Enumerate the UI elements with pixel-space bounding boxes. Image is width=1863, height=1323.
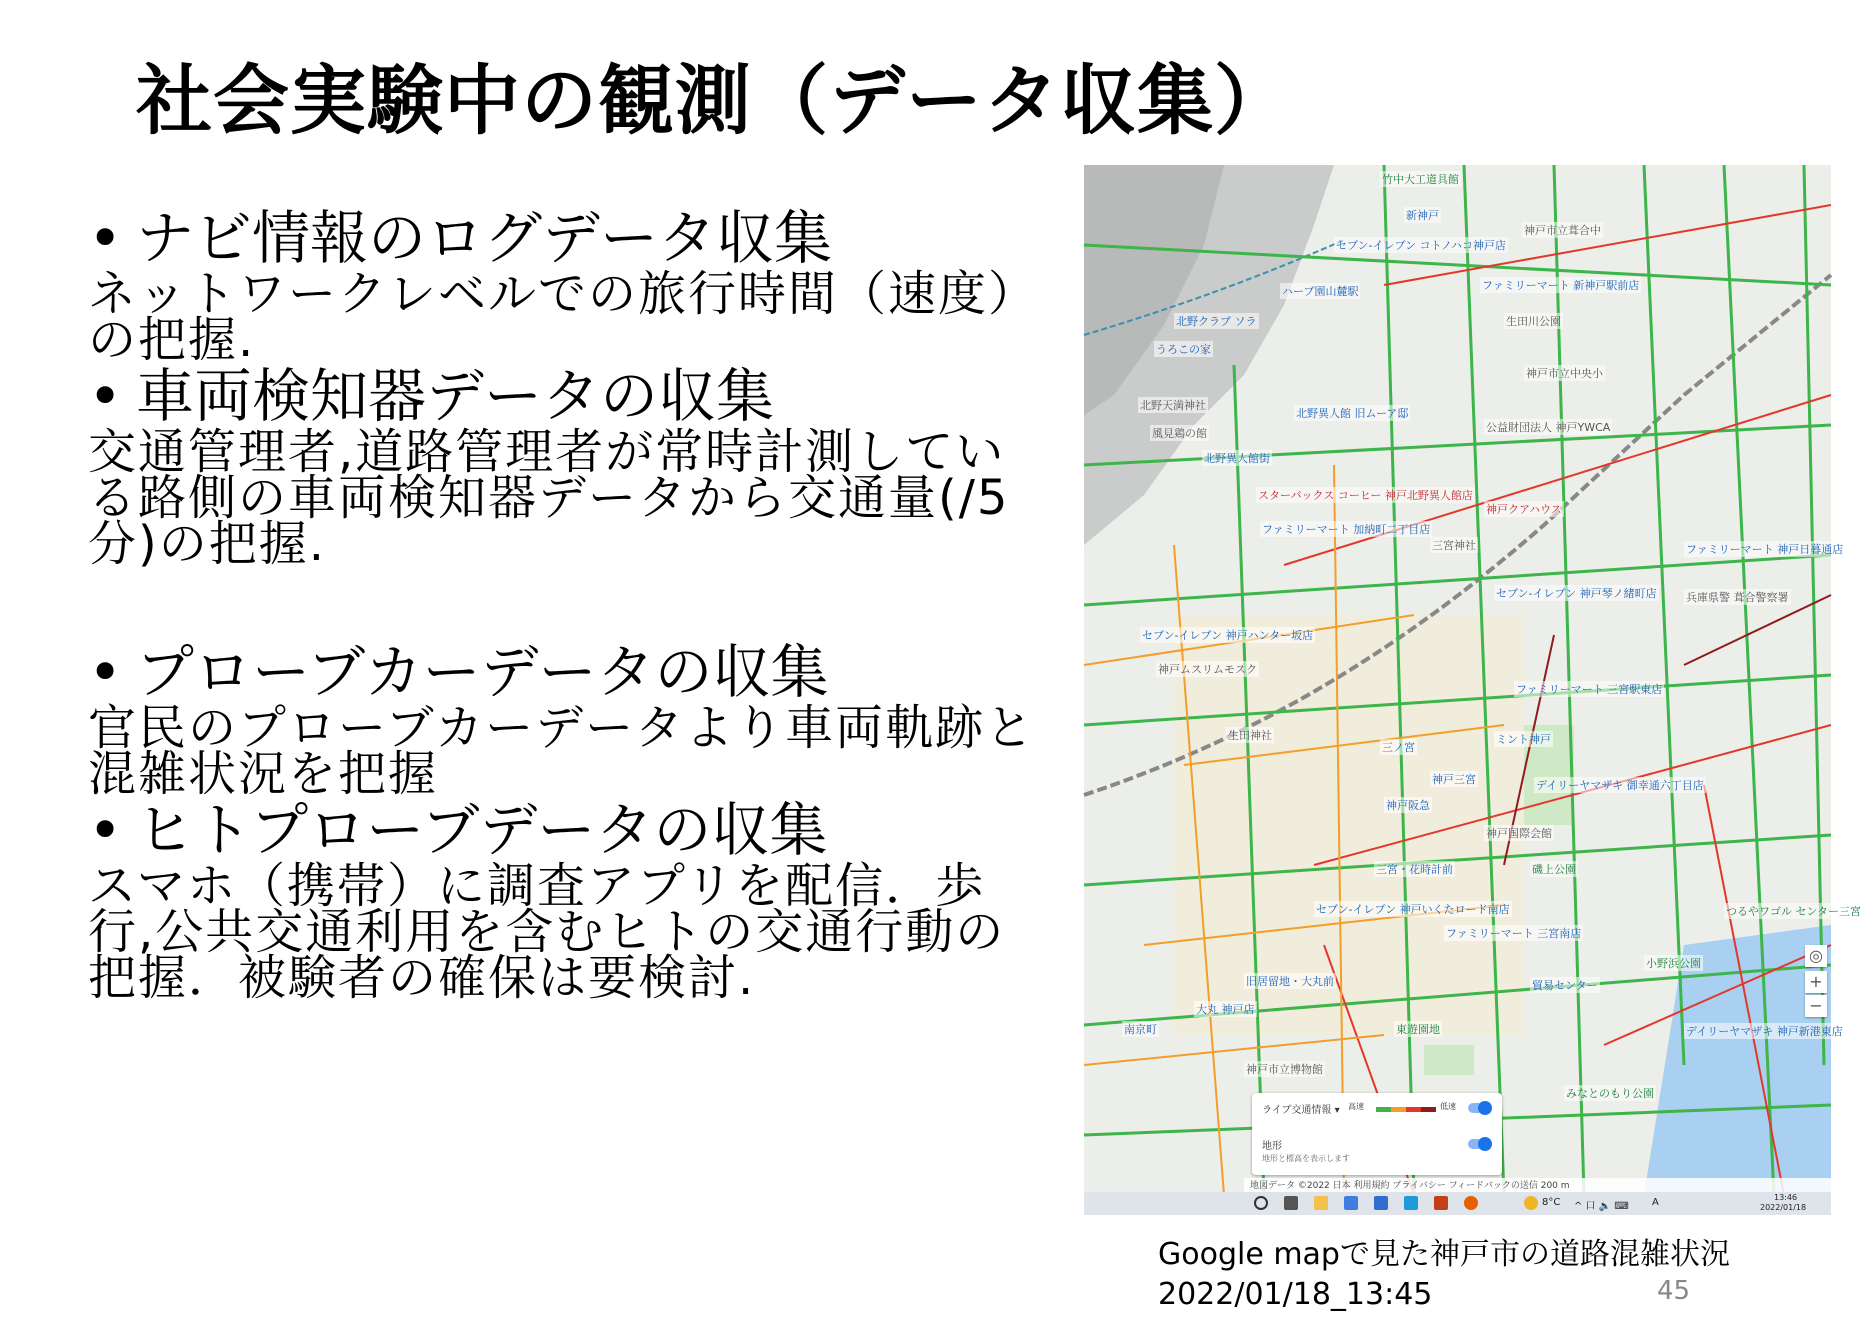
- map-poi: 公益財団法人 神戸YWCA: [1486, 421, 1611, 434]
- map-credit: 地図データ ©2022 日本 利用規約 プライバシー フィードバックの送信 200 m: [1244, 1178, 1831, 1192]
- map-poi: セブン-イレブン 神戸琴ノ緒町店: [1496, 587, 1657, 600]
- map-poi: 神戸市立中央小: [1526, 367, 1603, 380]
- map-poi: ファミリーマート 神戸日暮通店: [1686, 543, 1844, 556]
- map-poi: セブン-イレブン コトノハコ神戸店: [1336, 239, 1507, 252]
- map-poi: うろこの家: [1156, 343, 1211, 356]
- system-tray-icons[interactable]: ^ 口 🔈 ⌨: [1574, 1201, 1629, 1212]
- search-icon[interactable]: [1254, 1196, 1268, 1210]
- terrain-label: 地形: [1262, 1141, 1282, 1152]
- map-poi: 東遊園地: [1396, 1023, 1440, 1036]
- zoom-in-button[interactable]: +: [1805, 971, 1827, 993]
- map-poi: ファミリーマート 三宮南店: [1446, 927, 1582, 940]
- map-poi: セブン-イレブン 神戸ハンター坂店: [1142, 629, 1314, 642]
- map-poi: 兵庫県警 葺合警察署: [1686, 591, 1789, 604]
- map-poi: 竹中大工道具館: [1382, 173, 1459, 186]
- store-icon[interactable]: [1404, 1196, 1418, 1210]
- locate-icon[interactable]: ◎: [1805, 945, 1827, 967]
- map-poi: 北野異人館街: [1204, 452, 1270, 465]
- page-number: 45: [1657, 1276, 1691, 1306]
- bullet-dot-icon: •: [88, 638, 123, 706]
- map-poi: スターバックス コーヒー 神戸北野異人館店: [1258, 489, 1473, 502]
- map-poi: デイリーヤマザキ 神戸新港東店: [1686, 1025, 1843, 1038]
- taskbar-date: 2022/01/18: [1760, 1203, 1807, 1212]
- bullet-body: ネットワークレベルでの旅行時間（速度）の把握.: [88, 266, 1039, 368]
- figure-caption: [1158, 1235, 1730, 1315]
- map-poi: 小野浜公園: [1646, 957, 1701, 970]
- apps-icon[interactable]: [1344, 1196, 1358, 1210]
- map-poi: ファミリーマート 加納町二丁目店: [1262, 523, 1431, 536]
- map-poi: セブン-イレブン 神戸いくたロード南店: [1316, 903, 1510, 916]
- map-poi: 三宮・花時計前: [1376, 863, 1453, 876]
- map-poi: 神戸国際会館: [1486, 827, 1552, 840]
- traffic-layer-label: ライブ交通情報: [1262, 1105, 1332, 1116]
- traffic-fast-label: 高速: [1348, 1102, 1364, 1111]
- map-poi: 三ノ宮: [1382, 741, 1415, 754]
- map-poi: 南京町: [1124, 1023, 1157, 1036]
- map-poi: 神戸市立葺合中: [1524, 224, 1601, 237]
- map-screenshot: [1084, 165, 1862, 1215]
- bullet-list: [88, 204, 1048, 1006]
- map-poi: 大丸 神戸店: [1196, 1003, 1255, 1016]
- bullet-heading: 車両検知器データの収集: [136, 362, 775, 430]
- map-poi: 北野クラブ ソラ: [1176, 315, 1257, 328]
- map-poi: 神戸ムスリムモスク: [1158, 663, 1257, 676]
- map-poi: 神戸クアハウス: [1486, 503, 1562, 516]
- map-poi: 磯上公園: [1532, 863, 1576, 876]
- file-explorer-icon[interactable]: [1314, 1196, 1328, 1210]
- zoom-out-button[interactable]: −: [1805, 995, 1827, 1017]
- map-poi: ハーブ園山麓駅: [1282, 285, 1359, 298]
- bullet-item: [88, 363, 1048, 429]
- powerpoint-icon[interactable]: [1434, 1196, 1448, 1210]
- traffic-toggle[interactable]: [1468, 1103, 1490, 1113]
- bullet-item: [88, 205, 1048, 271]
- map-poi: つるやワゴル センター三宮: [1726, 905, 1862, 918]
- bullet-body: 交通管理者,道路管理者が常時計測している路側の車両検知器データから交通量(/5分)の把握.: [88, 424, 1010, 572]
- map-poi: 神戸三宮: [1432, 773, 1476, 786]
- slide-title: 社会実験中の観測（データ収集）: [136, 56, 1291, 145]
- bullet-body: 官民のプローブカーデータより車両軌跡と混雑状況を把握: [88, 700, 1036, 802]
- map-poi: 貿易センター: [1532, 979, 1598, 992]
- traffic-legend-bar: [1376, 1107, 1436, 1112]
- windows-taskbar: [1084, 1192, 1831, 1215]
- map-poi: 生田川公園: [1506, 315, 1561, 328]
- weather-icon: [1524, 1196, 1538, 1210]
- terrain-desc: 地形と標高を表示します: [1262, 1154, 1350, 1163]
- terrain-toggle[interactable]: [1468, 1139, 1490, 1149]
- taskbar-temperature: 8°C: [1542, 1197, 1561, 1208]
- map-poi: 北野異人館 旧ムーア邸: [1296, 407, 1409, 420]
- map-poi: ミント神戸: [1496, 733, 1551, 746]
- map-poi: ファミリーマート 新神戸駅前店: [1482, 279, 1640, 292]
- map-poi: 新神戸: [1406, 209, 1439, 222]
- map-poi: 生田神社: [1228, 729, 1272, 742]
- traffic-slow-label: 低速: [1440, 1102, 1456, 1111]
- ime-indicator[interactable]: A: [1652, 1197, 1659, 1208]
- map-poi: 旧居留地・大丸前: [1246, 975, 1334, 988]
- bullet-dot-icon: •: [88, 796, 123, 864]
- map-poi: みなとのもり公園: [1566, 1087, 1654, 1100]
- map-poi: 北野天満神社: [1140, 399, 1206, 412]
- firefox-icon[interactable]: [1464, 1196, 1478, 1210]
- caption-line-2: 2022/01/18_13:45: [1158, 1277, 1433, 1312]
- bullet-item: [88, 797, 1048, 863]
- task-view-icon[interactable]: [1284, 1196, 1298, 1210]
- bullet-heading: プローブカーデータの収集: [136, 638, 829, 706]
- traffic-layer-toggle-row[interactable]: ライブ交通情報 ▾: [1262, 1105, 1340, 1116]
- taskbar-time: 13:46: [1774, 1193, 1798, 1202]
- bullet-heading: ナビ情報のログデータ収集: [136, 204, 833, 272]
- bullet-item: [88, 639, 1048, 705]
- caption-line-1: Google mapで見た神戸市の道路混雑状況: [1158, 1237, 1730, 1272]
- map-poi: 風見鶏の館: [1152, 427, 1207, 440]
- bullet-body: スマホ（携帯）に調査アプリを配信．歩行,公共交通利用を含むヒトの交通行動の把握．被験者の確保は要検討.: [88, 858, 1006, 1006]
- map-poi: 神戸市立博物館: [1246, 1063, 1323, 1076]
- mail-icon[interactable]: [1374, 1196, 1388, 1210]
- bullet-dot-icon: •: [88, 204, 123, 272]
- map-poi: ファミリーマート 三宮駅東店: [1516, 683, 1663, 696]
- bullet-heading: ヒトプローブデータの収集: [136, 796, 828, 864]
- map-poi: 三宮神社: [1432, 539, 1476, 552]
- map-poi: デイリーヤマザキ 御幸通六丁目店: [1536, 779, 1704, 792]
- map-poi: 神戸阪急: [1386, 799, 1430, 812]
- traffic-layer-panel: [1252, 1093, 1502, 1175]
- bullet-dot-icon: •: [88, 362, 123, 430]
